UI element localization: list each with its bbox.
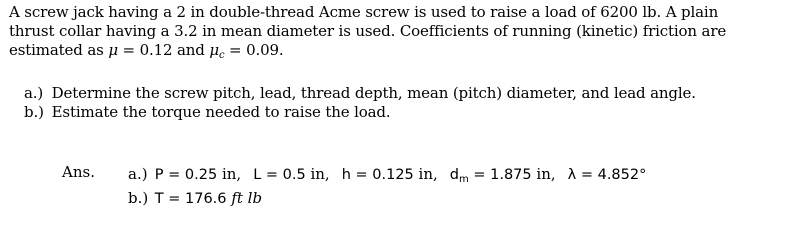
lead-angle-value: λ = 4.852° <box>567 167 647 183</box>
problem-line-1: A screw jack having a 2 in double-thread Acme screw is used to raise a load of 6200 lb. A plain <box>9 3 719 21</box>
answer-a-label: a.) <box>128 165 148 183</box>
pitch-value: P = 0.25 <box>154 167 218 183</box>
mu-symbol: μ <box>108 41 118 59</box>
answer-b-label: b.) <box>128 189 149 207</box>
mean-diameter-symbol: d <box>449 167 459 183</box>
torque-unit: ft lb <box>231 189 263 207</box>
part-b <box>24 103 696 122</box>
part-a-label: a.) <box>24 84 44 102</box>
answer-a <box>128 163 646 187</box>
answer-b <box>128 187 646 211</box>
torque-value: T = 176.6 <box>154 191 227 207</box>
problem-statement <box>9 3 781 60</box>
thread-depth-unit: in, <box>413 165 438 183</box>
problem-line-3 <box>9 41 781 60</box>
mean-diameter-unit: in, <box>531 165 556 183</box>
problem-line-2: thrust collar having a 3.2 in mean diameter is used. Coefficients of running (kinetic) friction are <box>9 22 727 40</box>
mu-c-value: = 0.09. <box>224 41 284 59</box>
thread-depth-value: h = 0.125 <box>341 167 414 183</box>
mu-c-symbol: μ <box>209 41 219 59</box>
question-parts <box>24 84 696 122</box>
part-b-text: Estimate the torque needed to raise the load. <box>51 103 391 121</box>
part-a-text: Determine the screw pitch, lead, thread depth, mean (pitch) diameter, and lead angle. <box>51 84 696 102</box>
pitch-unit: in, <box>217 165 242 183</box>
lead-unit: in, <box>305 165 330 183</box>
and-text: and <box>172 41 210 59</box>
mu-value: = 0.12 <box>117 41 173 59</box>
mean-diameter-subscript: m <box>459 174 469 185</box>
mu-c-subscript: c <box>218 50 225 61</box>
part-b-label: b.) <box>24 103 44 121</box>
mean-diameter-value: = 1.875 <box>468 167 532 183</box>
part-a <box>24 84 696 103</box>
estimated-as-text: estimated as <box>9 41 109 59</box>
answers <box>128 163 646 211</box>
answer-label: Ans. <box>62 163 95 181</box>
lead-value: L = 0.5 <box>253 167 306 183</box>
